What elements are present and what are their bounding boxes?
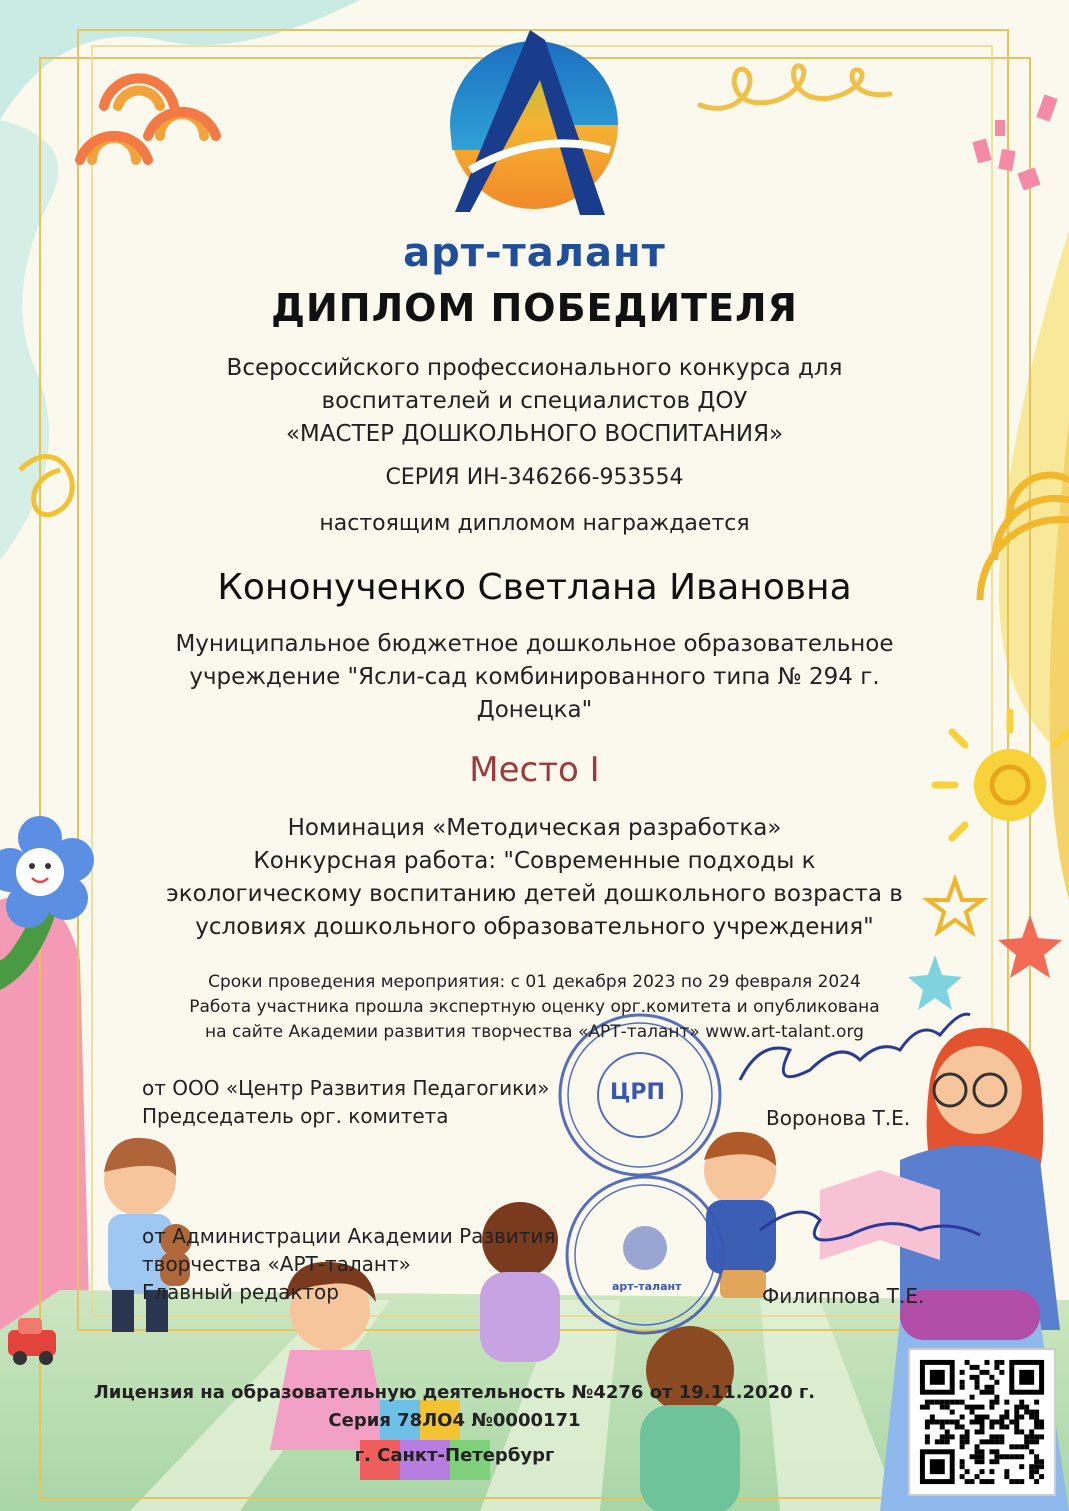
- contest-line: «МАСТЕР ДОШКОЛЬНОГО ВОСПИТАНИЯ»: [285, 421, 784, 447]
- qr-code-icon: [908, 1348, 1056, 1496]
- qr-code-icon: [910, 1350, 1054, 1494]
- terms-line: на сайте Академии развития творчества «АРТ-талант» www.art-talant.org: [205, 1022, 864, 1042]
- awarded-text: настоящим дипломом награждается: [319, 511, 750, 536]
- signer1-name: Воронова Т.Е.: [766, 1106, 911, 1130]
- place: Место I: [469, 750, 600, 790]
- signer2-block: [142, 1222, 556, 1306]
- signer1-role: Председатель орг. комитета: [142, 1104, 449, 1128]
- signer1-org: от ООО «Центр Развития Педагогики»: [142, 1076, 550, 1100]
- license-line1: Лицензия на образовательную деятельность №4276 от 19.11.2020 г.: [93, 1382, 816, 1403]
- contest-description: [0, 352, 1069, 451]
- contest-line: воспитателей и специалистов ДОУ: [321, 388, 748, 414]
- signer2-org: от Администрации Академии Развития: [142, 1224, 556, 1248]
- organization-line: Муниципальное бюджетное дошкольное образовательное: [175, 631, 894, 657]
- nomination-line: условиях дошкольного образовательного учреждения": [195, 914, 874, 940]
- license-line3: г. Санкт-Петербург: [354, 1445, 555, 1466]
- nomination-line: экологическому воспитанию детей дошкольного возраста в: [166, 881, 903, 907]
- stamp2-text: арт-талант: [612, 1280, 682, 1293]
- diploma-title: ДИПЛОМ ПОБЕДИТЕЛЯ: [271, 286, 798, 330]
- nomination-line: Номинация «Методическая разработка»: [287, 815, 782, 841]
- stamp1-text: ЦРП: [610, 1080, 665, 1105]
- signer2-name: Филиппова Т.Е.: [762, 1284, 925, 1308]
- terms-line: Сроки проведения мероприятия: с 01 декабря 2023 по 29 февраля 2024: [208, 972, 861, 992]
- organization: [0, 628, 1069, 727]
- nomination-line: Конкурсная работа: "Современные подходы к: [253, 848, 816, 874]
- signer2-role: Главный редактор: [142, 1280, 339, 1304]
- license-line2: Серия 78ЛО4 №0000171: [328, 1410, 581, 1431]
- recipient-name: Кононученко Светлана Ивановна: [217, 567, 852, 608]
- series-number: СЕРИЯ ИН-346266-953554: [385, 465, 684, 490]
- terms-line: Работа участника прошла экспертную оценку орг.комитета и опубликована: [189, 997, 880, 1017]
- contest-line: Всероссийского профессионального конкурса для: [226, 355, 843, 381]
- organization-line: Донецка": [476, 697, 593, 723]
- signer1-block: [142, 1074, 549, 1130]
- logo-text: арт-талант: [403, 230, 666, 276]
- nomination: [0, 812, 1069, 944]
- organization-line: учреждение "Ясли-сад комбинированного типа № 294 г.: [189, 664, 880, 690]
- event-terms: [0, 970, 1069, 1045]
- signer2-org: творчества «АРТ-талант»: [142, 1252, 411, 1276]
